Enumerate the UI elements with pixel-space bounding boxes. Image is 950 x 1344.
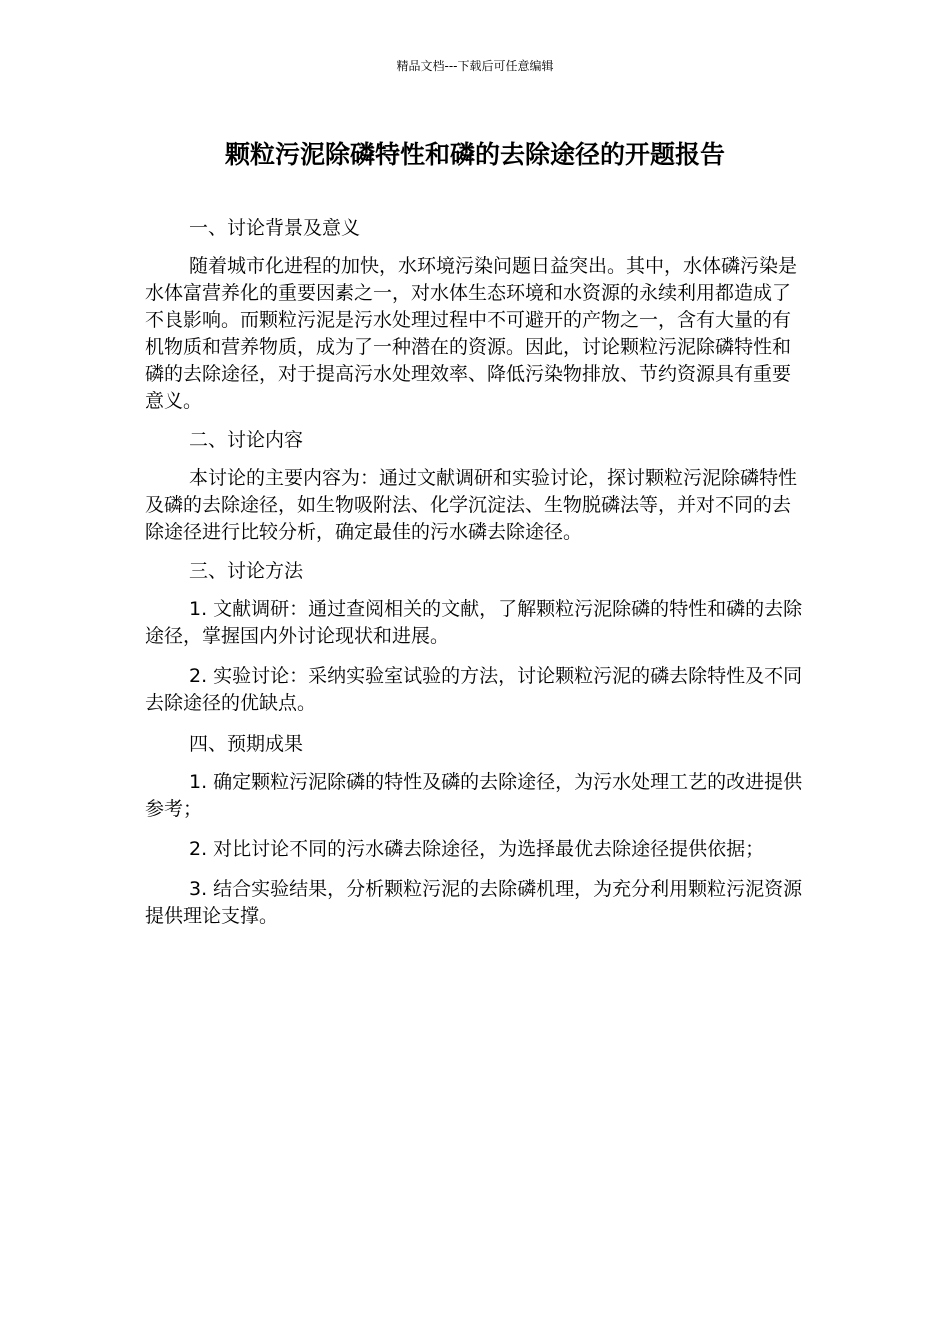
content-paragraph: 本讨论的主要内容为：通过文献调研和实验讨论，探讨颗粒污泥除磷特性及磷的去除途径，如生物吸附法、化学沉淀法、生物脱磷法等，并对不同的去除途径进行比较分析，确定最佳的污水磷去除途径。 xyxy=(145,467,798,543)
outcomes-item-3: 3. 结合实验结果，分析颗粒污泥的去除磷机理，为充分利用颗粒污泥资源提供理论支撑。 xyxy=(145,878,803,927)
section-heading-content: 二、讨论内容 xyxy=(189,429,304,451)
background-paragraph: 随着城市化进程的加快，水环境污染问题日益突出。其中，水体磷污染是水体富营养化的重要因素之一，对水体生态环境和水资源的永续利用都造成了不良影响。而颗粒污泥是污水处理过程中不可避开的产物之一，含有大量的有机物质和营养物质，成为了一种潜在的资源。因此，讨论颗粒污泥除磷特性和磷的去除途径，对于提高污水处理效率、降低污染物排放、节约资源具有重要意义。 xyxy=(145,255,798,412)
section-heading-methods: 三、讨论方法 xyxy=(189,560,304,582)
section-heading-background: 一、讨论背景及意义 xyxy=(189,217,361,239)
methods-item-1: 1. 文献调研：通过查阅相关的文献，了解颗粒污泥除磷的特性和磷的去除途径，掌握国内外讨论现状和进展。 xyxy=(145,598,803,647)
document-body xyxy=(145,214,807,943)
methods-item-2: 2. 实验讨论：采纳实验室试验的方法，讨论颗粒污泥的磷去除特性及不同去除途径的优缺点。 xyxy=(145,665,803,714)
page-header: 精品文档---下载后可任意编辑 xyxy=(396,59,554,73)
outcomes-item-2: 2. 对比讨论不同的污水磷去除途径，为选择最优去除途径提供依据； xyxy=(189,838,765,860)
section-heading-outcomes: 四、预期成果 xyxy=(189,733,304,755)
outcomes-item-1: 1. 确定颗粒污泥除磷的特性及磷的去除途径，为污水处理工艺的改进提供参考； xyxy=(145,771,803,820)
document-title: 颗粒污泥除磷特性和磷的去除途径的开题报告 xyxy=(224,140,725,169)
